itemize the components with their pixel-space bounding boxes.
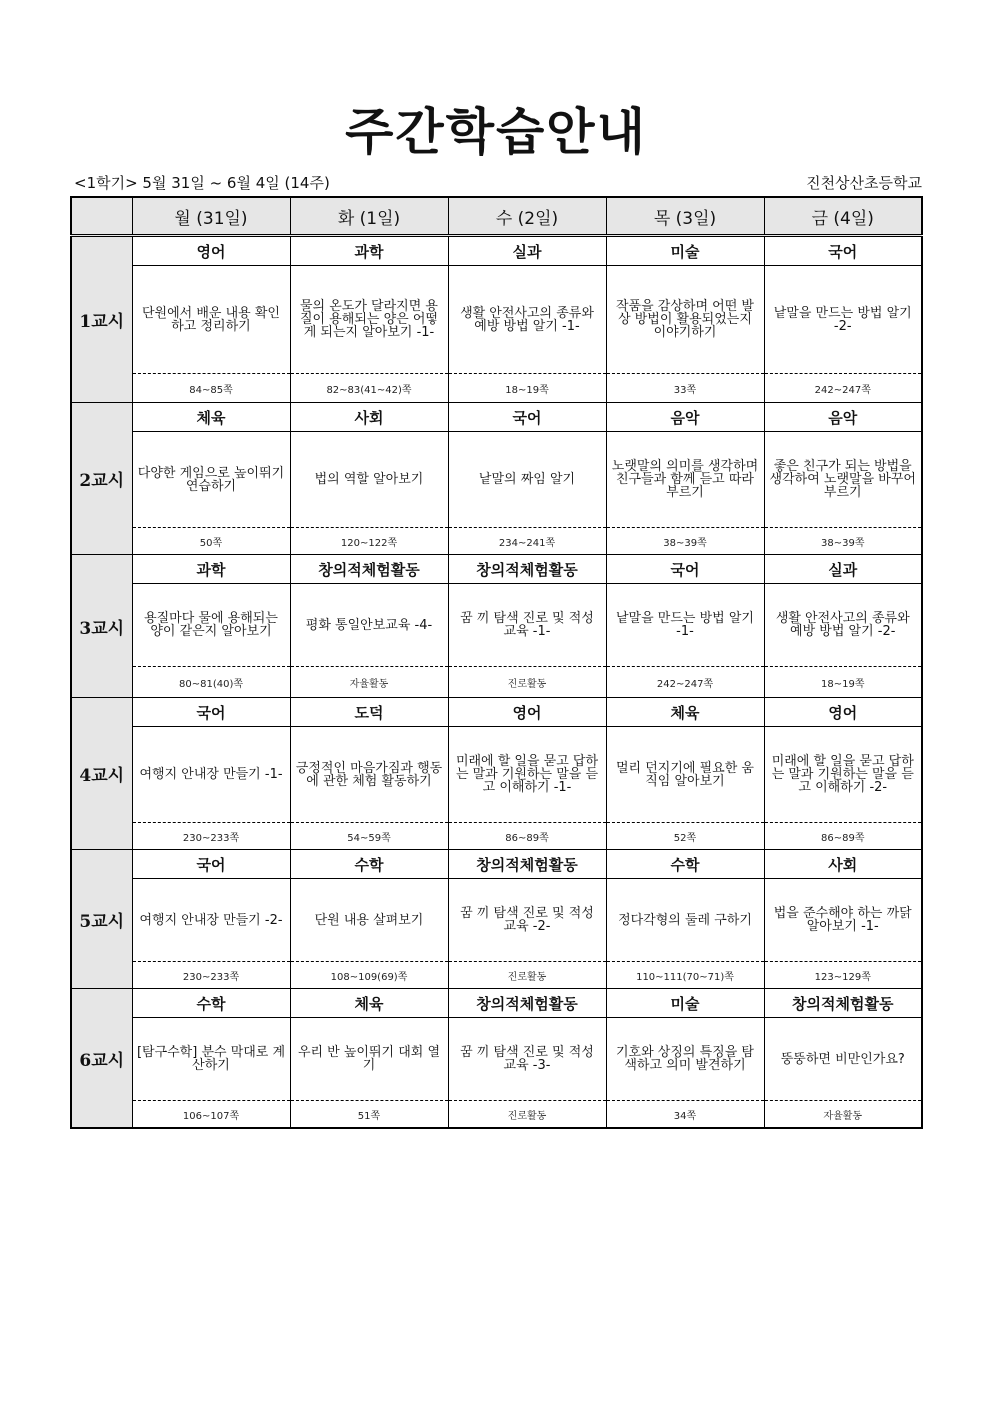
subject-label: 과학 [133,555,290,584]
period-row [71,236,922,403]
subject-label: 수학 [607,850,764,879]
subject-label: 창의적체험활동 [449,555,606,584]
day-header: 화 (1일) [290,197,448,236]
textbook-page: 242~247쪽 [656,678,714,690]
subject-label: 영어 [765,698,922,727]
subject-label: 영어 [449,698,606,727]
textbook-page: 86~89쪽 [821,832,865,844]
period-row [71,698,922,850]
textbook-page: 108~109(69)쪽 [330,971,408,983]
period-label: 6교시 [71,989,132,1129]
lesson-cell [132,236,290,403]
lesson-cell [448,698,606,850]
textbook-page: 33쪽 [673,384,697,396]
textbook-page: 자율활동 [823,1110,863,1122]
day-header: 금 (4일) [764,197,922,236]
day-header: 목 (3일) [606,197,764,236]
textbook-page: 18~19쪽 [505,384,549,396]
lesson-topic: 물의 온도가 달라지면 용질이 용해되는 양은 어떻게 되는지 알아보기 -1- [291,266,448,374]
lesson-cell [448,555,606,698]
subject-label: 미술 [607,989,764,1018]
subject-label: 체육 [291,989,448,1018]
lesson-topic: 여행지 안내장 만들기 -2- [133,879,290,962]
period-label: 4교시 [71,698,132,850]
lesson-topic: 낱말을 만드는 방법 알기 -1- [607,584,764,667]
period-row [71,555,922,698]
textbook-page: 18~19쪽 [821,678,865,690]
textbook-page: 38~39쪽 [821,537,865,549]
lesson-topic: 우리 반 높이뛰기 대회 열기 [291,1018,448,1101]
lesson-cell [606,236,764,403]
period-row [71,989,922,1129]
lesson-cell [132,555,290,698]
subject-label: 체육 [133,403,290,432]
textbook-page: 234~241쪽 [498,537,556,549]
lesson-topic: 생활 안전사고의 종류와 예방 방법 알기 -1- [449,266,606,374]
lesson-topic: 미래에 할 일을 묻고 답하는 말과 기원하는 말을 듣고 이해하기 -1- [449,727,606,823]
lesson-topic: 작품을 감상하며 어떤 발상 방법이 활용되었는지 이야기하기 [607,266,764,374]
lesson-cell [448,236,606,403]
lesson-topic: 꿈 끼 탐색 진로 및 적성 교육 -2- [449,879,606,962]
subject-label: 국어 [133,850,290,879]
subject-label: 창의적체험활동 [291,555,448,584]
subject-label: 국어 [765,237,922,266]
subject-label: 도덕 [291,698,448,727]
school-name: 진천상산초등학교 [806,174,922,192]
lesson-cell [290,236,448,403]
lesson-topic: 노랫말의 의미를 생각하며 친구들과 함께 듣고 따라 부르기 [607,432,764,528]
lesson-cell [606,555,764,698]
weekly-schedule-table [70,196,923,1129]
lesson-cell [290,989,448,1129]
lesson-topic: 긍정적인 마음가짐과 행동에 관한 체험 활동하기 [291,727,448,823]
lesson-cell [764,850,922,989]
lesson-topic: 미래에 할 일을 묻고 답하는 말과 기원하는 말을 듣고 이해하기 -2- [765,727,922,823]
lesson-topic: [탐구수학] 분수 막대로 계산하기 [133,1018,290,1101]
subject-label: 수학 [133,989,290,1018]
lesson-cell [132,850,290,989]
page-title: 주간학습안내 [345,103,647,161]
textbook-page: 자율활동 [349,678,389,690]
subject-label: 사회 [765,850,922,879]
lesson-cell [290,403,448,555]
textbook-page: 진로활동 [507,971,547,983]
textbook-page: 84~85쪽 [189,384,233,396]
subject-label: 미술 [607,237,764,266]
textbook-page: 진로활동 [507,1110,547,1122]
lesson-cell [764,989,922,1129]
lesson-cell [606,698,764,850]
day-header-row [71,197,922,236]
textbook-page: 진로활동 [507,678,547,690]
lesson-topic: 단원 내용 살펴보기 [291,879,448,962]
subject-label: 창의적체험활동 [449,989,606,1018]
lesson-topic: 꿈 끼 탐색 진로 및 적성 교육 -1- [449,584,606,667]
subject-label: 체육 [607,698,764,727]
subject-label: 과학 [291,237,448,266]
subject-label: 실과 [449,237,606,266]
lesson-cell [764,403,922,555]
lesson-topic: 멀리 던지기에 필요한 움직임 알아보기 [607,727,764,823]
textbook-page: 54~59쪽 [347,832,391,844]
textbook-page: 242~247쪽 [814,384,871,396]
day-header: 수 (2일) [448,197,606,236]
period-row [71,403,922,555]
textbook-page: 230~233쪽 [182,971,240,983]
lesson-topic: 법의 역할 알아보기 [291,432,448,528]
week-range: <1학기> 5월 31일 ~ 6월 4일 (14주) [74,174,330,192]
lesson-topic: 낱말의 짜임 알기 [449,432,606,528]
lesson-cell [764,236,922,403]
lesson-topic: 기호와 상징의 특징을 탐색하고 의미 발견하기 [607,1018,764,1101]
textbook-page: 230~233쪽 [182,832,240,844]
subject-label: 창의적체험활동 [765,989,922,1018]
lesson-cell [132,403,290,555]
period-label: 2교시 [71,403,132,555]
lesson-topic: 법을 준수해야 하는 까닭 알아보기 -1- [765,879,922,962]
lesson-topic: 뚱뚱하면 비만인가요? [765,1018,922,1101]
subject-label: 국어 [607,555,764,584]
lesson-cell [448,850,606,989]
textbook-page: 50쪽 [199,537,223,549]
corner-cell [71,197,132,236]
lesson-cell [764,698,922,850]
lesson-cell [290,698,448,850]
textbook-page: 38~39쪽 [663,537,707,549]
textbook-page: 120~122쪽 [340,537,398,549]
lesson-cell [290,850,448,989]
period-label: 5교시 [71,850,132,989]
textbook-page: 51쪽 [357,1110,381,1122]
lesson-cell [132,698,290,850]
lesson-cell [606,403,764,555]
lesson-topic: 생활 안전사고의 종류와 예방 방법 알기 -2- [765,584,922,667]
subject-label: 국어 [449,403,606,432]
period-label: 1교시 [71,236,132,403]
subject-label: 음악 [765,403,922,432]
subject-label: 음악 [607,403,764,432]
lesson-topic: 꿈 끼 탐색 진로 및 적성 교육 -3- [449,1018,606,1101]
textbook-page: 106~107쪽 [182,1110,240,1122]
textbook-page: 110~111(70~71)쪽 [636,971,734,983]
lesson-topic: 평화 통일안보교육 -4- [291,584,448,667]
period-label: 3교시 [71,555,132,698]
subject-label: 영어 [133,237,290,266]
subject-label: 국어 [133,698,290,727]
lesson-topic: 여행지 안내장 만들기 -1- [133,727,290,823]
textbook-page: 52쪽 [673,832,697,844]
lesson-cell [448,989,606,1129]
lesson-topic: 단원에서 배운 내용 확인하고 정리하기 [133,266,290,374]
lesson-cell [764,555,922,698]
textbook-page: 82~83(41~42)쪽 [326,384,412,396]
subject-label: 사회 [291,403,448,432]
period-row [71,850,922,989]
subject-label: 창의적체험활동 [449,850,606,879]
lesson-topic: 용질마다 물에 용해되는 양이 같은지 알아보기 [133,584,290,667]
textbook-page: 80~81(40)쪽 [178,678,243,690]
textbook-page: 34쪽 [673,1110,697,1122]
day-header: 월 (31일) [132,197,290,236]
lesson-cell [448,403,606,555]
lesson-topic: 다양한 게임으로 높이뛰기 연습하기 [133,432,290,528]
textbook-page: 123~129쪽 [814,971,871,983]
lesson-cell [606,850,764,989]
subject-label: 실과 [765,555,922,584]
lesson-cell [606,989,764,1129]
textbook-page: 86~89쪽 [505,832,549,844]
lesson-topic: 좋은 친구가 되는 방법을 생각하여 노랫말을 바꾸어 부르기 [765,432,922,528]
subject-label: 수학 [291,850,448,879]
lesson-topic: 낱말을 만드는 방법 알기 -2- [765,266,922,374]
lesson-topic: 정다각형의 둘레 구하기 [607,879,764,962]
lesson-cell [290,555,448,698]
lesson-cell [132,989,290,1129]
